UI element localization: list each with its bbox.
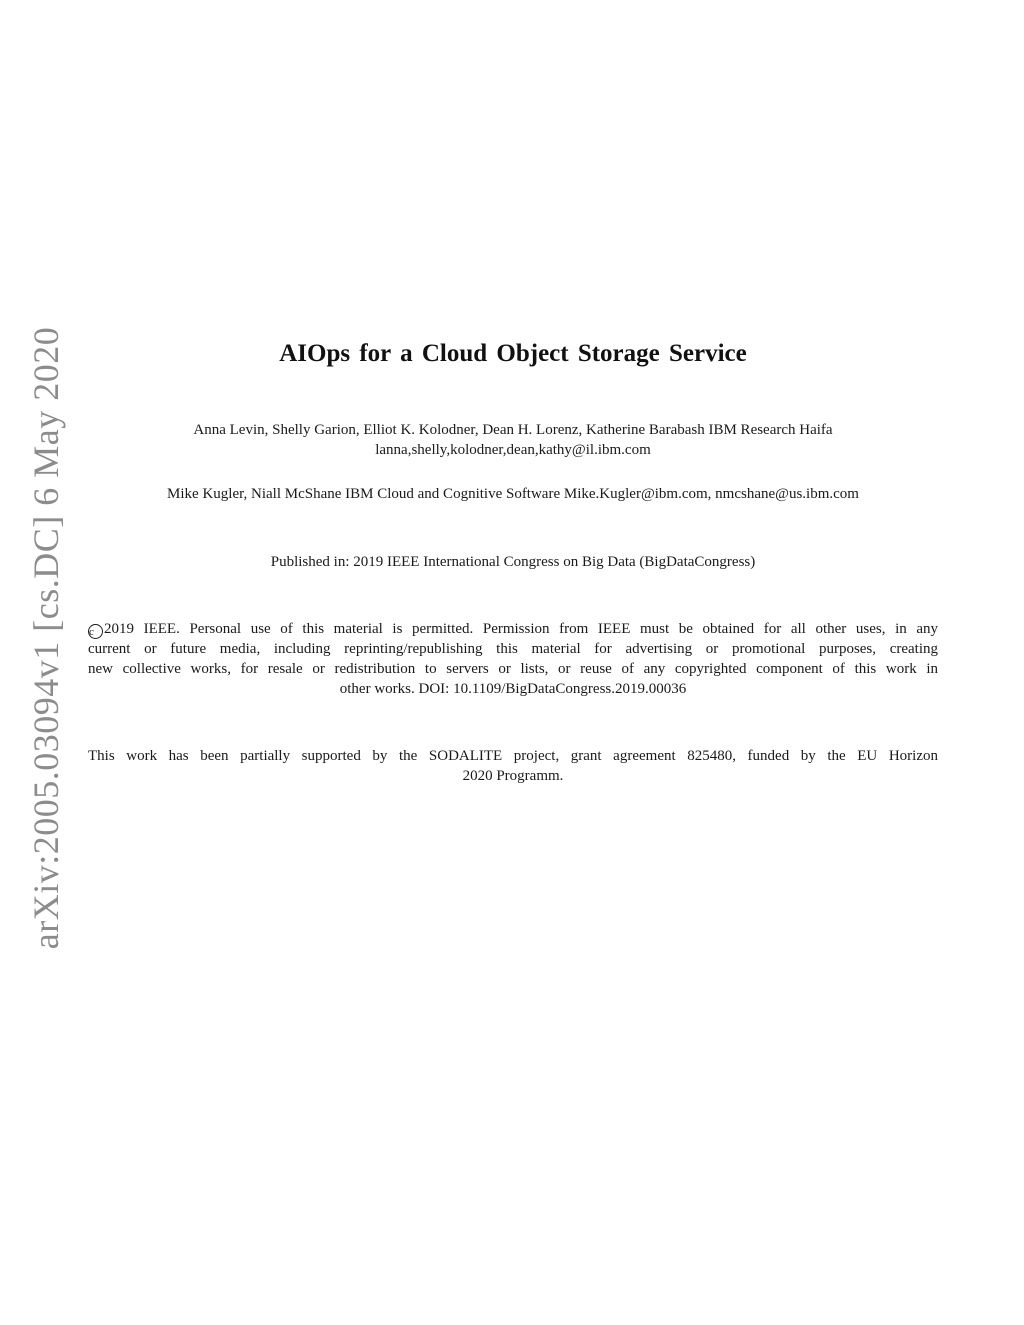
copyright-line-2: current or future media, including reprinting/republishing this material for advertising or promotional purposes, creating [88, 641, 938, 657]
copyright-line-3: new collective works, for resale or redistribution to servers or lists, or reuse of any copyrighted component of this work in [88, 661, 938, 677]
funding-notice [88, 746, 938, 766]
copyright-notice [88, 619, 938, 679]
publication-venue: Published in: 2019 IEEE International Congress on Big Data (BigDataCongress) [270, 554, 756, 570]
paper-page [88, 0, 938, 1325]
arxiv-identifier-text: arXiv:2005.03094v1 [cs.DC] 6 May 2020 [26, 326, 66, 950]
copyright-line-1-text: 2019 IEEE. Personal use of this material is permitted. Permission from IEEE must be obtained for all other uses, in any [104, 621, 938, 637]
author-list-ibm-research: Anna Levin, Shelly Garion, Elliot K. Kolodner, Dean H. Lorenz, Katherine Barabash IBM Research Haifa [193, 422, 833, 438]
funding-line-2: 2020 Programm. [462, 768, 564, 784]
paper-title: AIOps for a Cloud Object Storage Service [279, 340, 747, 367]
copyright-line-4: other works. DOI: 10.1109/BigDataCongress.2019.00036 [339, 681, 687, 697]
copyright-symbol-icon: c [88, 624, 103, 639]
copyright-line-1 [88, 619, 938, 639]
funding-line-1: This work has been partially supported by the SODALITE project, grant agreement 825480, funded by the EU Horizon [88, 748, 938, 764]
author-list-ibm-cloud: Mike Kugler, Niall McShane IBM Cloud and Cognitive Software Mike.Kugler@ibm.com, nmcshane@us.ibm.com [167, 486, 859, 502]
author-emails-ibm-research: lanna,shelly,kolodner,dean,kathy@il.ibm.com [375, 442, 651, 458]
